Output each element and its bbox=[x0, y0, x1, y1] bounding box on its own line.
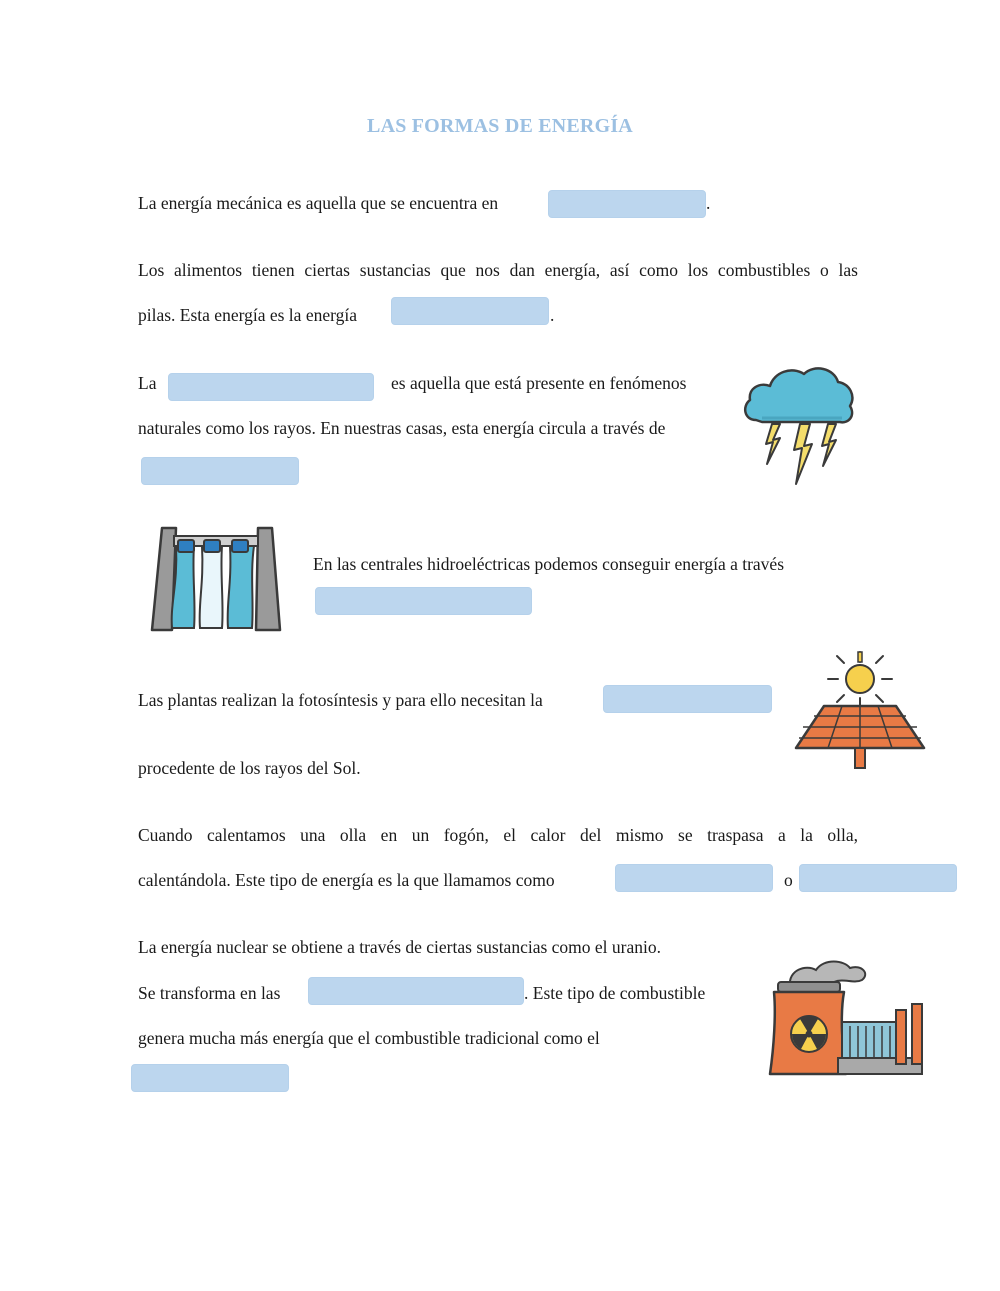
p6-text-a: Cuando calentamos una olla en un fogón, el calor del mismo se traspasa a la olla, bbox=[138, 825, 858, 845]
p2-text-c: . bbox=[550, 305, 555, 325]
p1-text-b: . bbox=[706, 193, 711, 213]
answer-field-10[interactable] bbox=[131, 1064, 289, 1092]
answer-field-2[interactable] bbox=[391, 297, 549, 325]
answer-field-4[interactable] bbox=[141, 457, 299, 485]
page-title: LAS FORMAS DE ENERGÍA bbox=[367, 115, 633, 137]
p6-text-b: calentándola. Este tipo de energía es la que llamamos como bbox=[138, 870, 555, 890]
p7-text-a: La energía nuclear se obtiene a través de ciertas sustancias como el uranio. bbox=[138, 937, 661, 957]
p2-text-a: Los alimentos tienen ciertas sustancias que nos dan energía, así como los combustibles o las bbox=[138, 260, 858, 280]
p5-text-a: Las plantas realizan la fotosíntesis y para ello necesitan la bbox=[138, 690, 543, 710]
solar-panel-sun-icon bbox=[794, 648, 926, 774]
answer-field-7[interactable] bbox=[615, 864, 773, 892]
p1-text-a: La energía mecánica es aquella que se encuentra en bbox=[138, 193, 499, 213]
answer-field-5[interactable] bbox=[315, 587, 532, 615]
p7-text-b: Se transforma en las bbox=[138, 983, 281, 1003]
p7-text-d: genera mucha más energía que el combustible tradicional como el bbox=[138, 1028, 600, 1048]
answer-field-8[interactable] bbox=[799, 864, 957, 892]
p3-text-c: naturales como los rayos. En nuestras casas, esta energía circula a través de bbox=[138, 418, 666, 438]
answer-field-6[interactable] bbox=[603, 685, 772, 713]
p3-text-a: La bbox=[138, 373, 157, 393]
storm-cloud-lightning-icon bbox=[742, 362, 860, 488]
p2-text-b: pilas. Esta energía es la energía bbox=[138, 305, 357, 325]
p7-text-c: . Este tipo de combustible bbox=[524, 983, 706, 1003]
answer-field-9[interactable] bbox=[308, 977, 524, 1005]
answer-field-1[interactable] bbox=[548, 190, 706, 218]
p6-text-c: o bbox=[784, 870, 793, 890]
p5-text-b: procedente de los rayos del Sol. bbox=[138, 758, 361, 778]
p3-text-b: es aquella que está presente en fenómenos bbox=[391, 373, 687, 393]
p4-text-a: En las centrales hidroeléctricas podemos conseguir energía a través bbox=[313, 554, 785, 574]
answer-field-3[interactable] bbox=[168, 373, 374, 401]
hydroelectric-dam-icon bbox=[148, 524, 282, 632]
nuclear-plant-icon bbox=[758, 954, 928, 1080]
